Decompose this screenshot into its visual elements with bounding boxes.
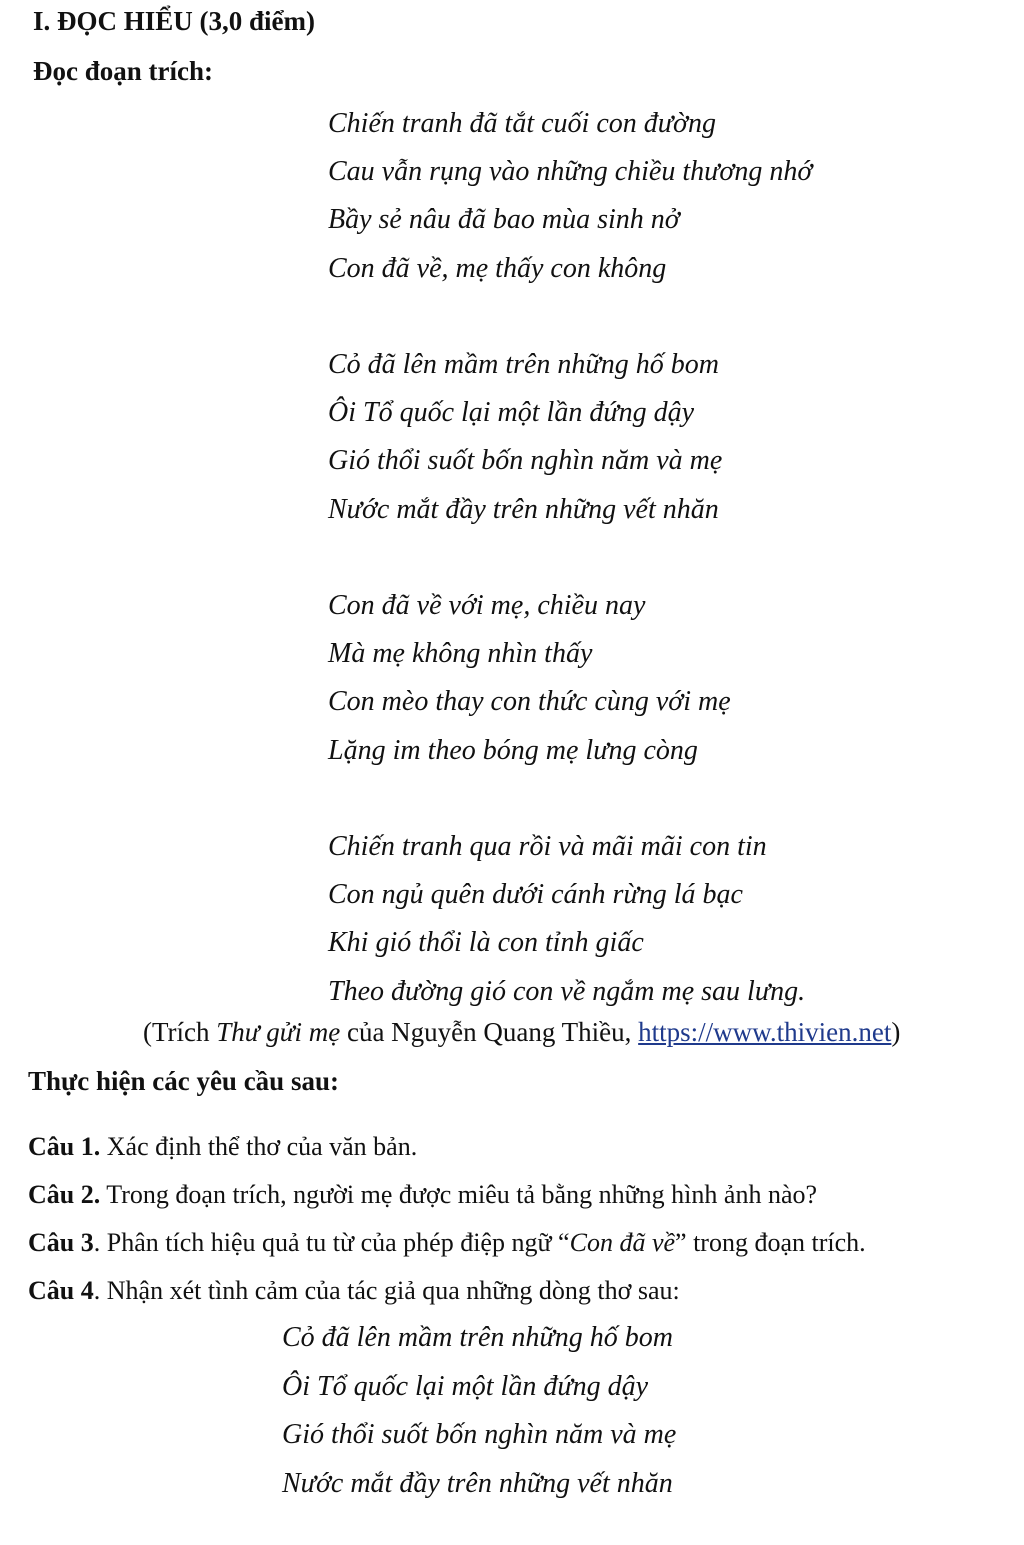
poem-line: Lặng im theo bóng mẹ lưng còng xyxy=(328,734,698,766)
section-heading: I. ĐỌC HIỂU (3,0 điểm) xyxy=(33,6,315,36)
question-list xyxy=(28,1123,866,1315)
poem-excerpt xyxy=(328,100,812,1016)
poem-line: Bầy sẻ nâu đã bao mùa sinh nở xyxy=(328,204,680,236)
question-label: Câu 4 xyxy=(28,1276,94,1305)
source-author: của Nguyễn Quang Thiều, xyxy=(340,1017,639,1047)
poem-line: Nước mắt đầy trên những vết nhăn xyxy=(328,493,719,525)
poem-line: Con ngủ quên dưới cánh rừng lá bạc xyxy=(328,879,743,911)
question-2 xyxy=(28,1171,866,1219)
poem-stanza-4 xyxy=(328,823,812,1016)
poem-line: Gió thổi suốt bốn nghìn năm và mẹ xyxy=(328,445,723,477)
poem-line: Con đã về với mẹ, chiều nay xyxy=(328,590,646,621)
read-prompt: Đọc đoạn trích: xyxy=(33,56,213,86)
question-text: Xác định thể thơ của văn bản. xyxy=(100,1132,418,1161)
poem-line: Chiến tranh qua rồi và mãi mãi con tin xyxy=(328,831,767,862)
source-prefix: (Trích xyxy=(143,1017,217,1047)
poem-line: Khi gió thổi là con tỉnh giấc xyxy=(328,927,644,959)
question-text: Trong đoạn trích, người mẹ được miêu tả bằng những hình ảnh nào? xyxy=(100,1180,818,1209)
question-text: . Nhận xét tình cảm của tác giả qua những dòng thơ sau: xyxy=(93,1276,680,1305)
instructions-heading: Thực hiện các yêu cầu sau: xyxy=(28,1066,339,1096)
question-1 xyxy=(28,1123,866,1171)
poem-line: Con đã về, mẹ thấy con không xyxy=(328,252,667,284)
source-link[interactable]: https://www.thivien.net xyxy=(638,1017,892,1047)
poem-line: Mà mẹ không nhìn thấy xyxy=(328,638,593,670)
quoted-verse xyxy=(282,1314,676,1508)
poem-line: Ôi Tổ quốc lại một lần đứng dậy xyxy=(328,397,695,429)
question-quote: Con đã về xyxy=(569,1228,676,1257)
poem-line: Cỏ đã lên mầm trên những hố bom xyxy=(328,349,719,380)
poem-stanza-1 xyxy=(328,100,812,293)
poem-line: Cau vẫn rụng vào những chiều thương nhớ xyxy=(328,156,813,188)
poem-stanza-3 xyxy=(328,582,812,775)
question-text: . Phân tích hiệu quả tu từ của phép điệp ngữ “ xyxy=(93,1228,570,1257)
question-label: Câu 3 xyxy=(28,1228,94,1257)
question-label: Câu 2. xyxy=(28,1180,101,1209)
quoted-line: Nước mắt đầy trên những vết nhăn xyxy=(282,1467,673,1499)
poem-line: Theo đường gió con về ngắm mẹ sau lưng. xyxy=(328,975,806,1007)
question-text-after: ” trong đoạn trích. xyxy=(675,1228,866,1257)
quoted-line: Gió thổi suốt bốn nghìn năm và mẹ xyxy=(282,1419,677,1450)
poem-line: Chiến tranh đã tắt cuối con đường xyxy=(328,108,716,139)
quoted-line: Ôi Tổ quốc lại một lần đứng dậy xyxy=(282,1370,649,1402)
question-label: Câu 1. xyxy=(28,1132,101,1161)
question-4 xyxy=(28,1267,866,1315)
source-suffix: ) xyxy=(891,1017,901,1047)
quoted-line: Cỏ đã lên mầm trên những hố bom xyxy=(282,1322,673,1353)
source-citation xyxy=(143,1014,900,1050)
question-3 xyxy=(28,1219,866,1267)
poem-stanza-2 xyxy=(328,341,812,534)
source-title: Thư gửi mẹ xyxy=(216,1017,341,1047)
poem-line: Con mèo thay con thức cùng với mẹ xyxy=(328,686,731,718)
